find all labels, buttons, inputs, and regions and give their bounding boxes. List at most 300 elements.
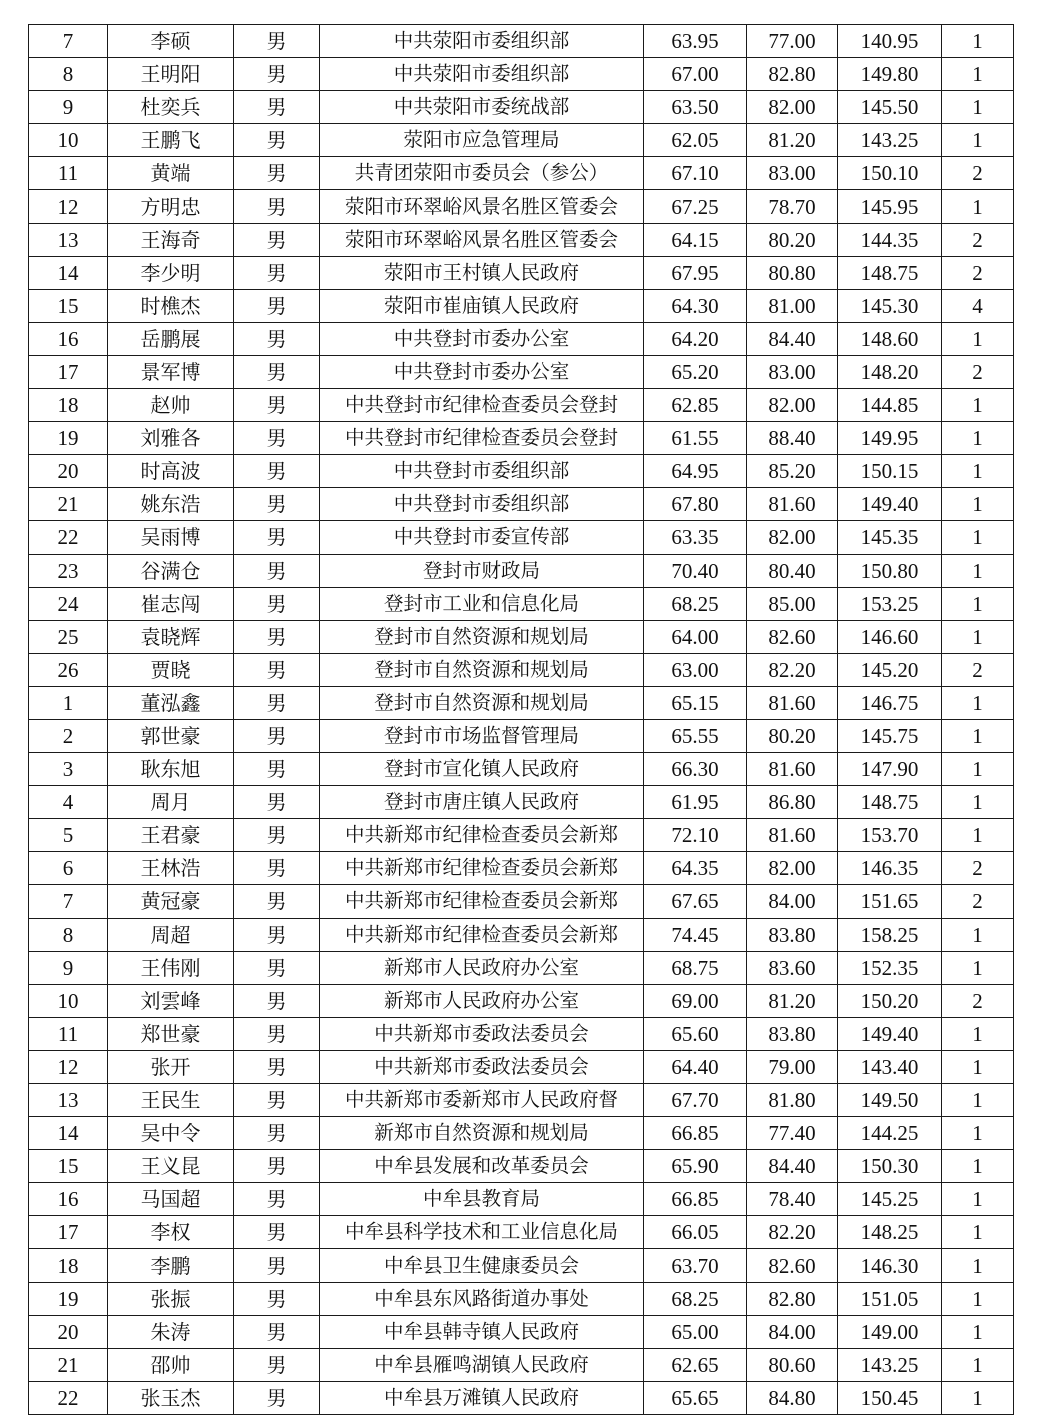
interview-score-cell: 83.00 <box>747 355 838 388</box>
employer-unit-cell: 登封市自然资源和规划局 <box>320 653 644 686</box>
rank-cell: 1 <box>942 554 1014 587</box>
serial-number-cell: 19 <box>29 422 108 455</box>
interview-score-cell: 81.20 <box>747 984 838 1017</box>
candidate-name-cell: 王义昆 <box>108 1150 234 1183</box>
gender-cell: 男 <box>234 58 320 91</box>
interview-score-cell: 85.00 <box>747 587 838 620</box>
candidate-name-cell: 王伟刚 <box>108 951 234 984</box>
rank-cell: 2 <box>942 223 1014 256</box>
written-score-cell: 66.85 <box>644 1117 747 1150</box>
table-row <box>29 951 1014 984</box>
candidate-name-cell: 郭世豪 <box>108 719 234 752</box>
written-score-cell: 65.00 <box>644 1315 747 1348</box>
gender-cell: 男 <box>234 124 320 157</box>
gender-cell: 男 <box>234 422 320 455</box>
serial-number-cell: 25 <box>29 620 108 653</box>
total-score-cell: 140.95 <box>838 25 942 58</box>
interview-score-cell: 83.00 <box>747 157 838 190</box>
rank-cell: 1 <box>942 1249 1014 1282</box>
total-score-cell: 147.90 <box>838 753 942 786</box>
candidate-name-cell: 王鹏飞 <box>108 124 234 157</box>
table-row <box>29 190 1014 223</box>
interview-score-cell: 80.60 <box>747 1348 838 1381</box>
table-row <box>29 1017 1014 1050</box>
gender-cell: 男 <box>234 355 320 388</box>
interview-score-cell: 84.00 <box>747 1315 838 1348</box>
written-score-cell: 65.15 <box>644 686 747 719</box>
candidate-name-cell: 王明阳 <box>108 58 234 91</box>
rank-cell: 2 <box>942 355 1014 388</box>
candidate-name-cell: 景军博 <box>108 355 234 388</box>
total-score-cell: 145.30 <box>838 289 942 322</box>
table-row <box>29 786 1014 819</box>
candidate-name-cell: 岳鹏展 <box>108 322 234 355</box>
table-row <box>29 521 1014 554</box>
interview-score-cell: 81.80 <box>747 1084 838 1117</box>
serial-number-cell: 22 <box>29 1381 108 1414</box>
employer-unit-cell: 荥阳市环翠峪风景名胜区管委会 <box>320 223 644 256</box>
results-sheet <box>28 24 1013 1415</box>
gender-cell: 男 <box>234 686 320 719</box>
table-row <box>29 355 1014 388</box>
total-score-cell: 149.40 <box>838 1017 942 1050</box>
employer-unit-cell: 荥阳市崔庙镇人民政府 <box>320 289 644 322</box>
interview-score-cell: 80.80 <box>747 256 838 289</box>
candidate-name-cell: 刘雲峰 <box>108 984 234 1017</box>
written-score-cell: 72.10 <box>644 819 747 852</box>
total-score-cell: 144.25 <box>838 1117 942 1150</box>
candidate-name-cell: 李少明 <box>108 256 234 289</box>
gender-cell: 男 <box>234 1150 320 1183</box>
candidate-name-cell: 邵帅 <box>108 1348 234 1381</box>
table-row <box>29 1084 1014 1117</box>
total-score-cell: 145.35 <box>838 521 942 554</box>
written-score-cell: 63.50 <box>644 91 747 124</box>
rank-cell: 1 <box>942 1117 1014 1150</box>
candidate-name-cell: 王民生 <box>108 1084 234 1117</box>
interview-score-cell: 86.80 <box>747 786 838 819</box>
rank-cell: 1 <box>942 25 1014 58</box>
interview-score-cell: 78.40 <box>747 1183 838 1216</box>
total-score-cell: 148.25 <box>838 1216 942 1249</box>
serial-number-cell: 1 <box>29 686 108 719</box>
gender-cell: 男 <box>234 852 320 885</box>
employer-unit-cell: 中共登封市委宣传部 <box>320 521 644 554</box>
total-score-cell: 145.25 <box>838 1183 942 1216</box>
total-score-cell: 144.85 <box>838 389 942 422</box>
table-row <box>29 58 1014 91</box>
table-row <box>29 653 1014 686</box>
table-row <box>29 25 1014 58</box>
total-score-cell: 149.95 <box>838 422 942 455</box>
rank-cell: 1 <box>942 389 1014 422</box>
total-score-cell: 149.80 <box>838 58 942 91</box>
candidate-name-cell: 郑世豪 <box>108 1017 234 1050</box>
serial-number-cell: 18 <box>29 1249 108 1282</box>
employer-unit-cell: 中共新郑市委新郑市人民政府督 <box>320 1084 644 1117</box>
total-score-cell: 145.75 <box>838 719 942 752</box>
candidate-name-cell: 王海奇 <box>108 223 234 256</box>
employer-unit-cell: 新郑市人民政府办公室 <box>320 951 644 984</box>
candidate-name-cell: 崔志闯 <box>108 587 234 620</box>
total-score-cell: 149.40 <box>838 488 942 521</box>
total-score-cell: 146.30 <box>838 1249 942 1282</box>
table-row <box>29 1117 1014 1150</box>
candidate-name-cell: 谷满仓 <box>108 554 234 587</box>
interview-score-cell: 84.40 <box>747 322 838 355</box>
total-score-cell: 148.20 <box>838 355 942 388</box>
rank-cell: 1 <box>942 455 1014 488</box>
gender-cell: 男 <box>234 653 320 686</box>
written-score-cell: 65.65 <box>644 1381 747 1414</box>
gender-cell: 男 <box>234 1315 320 1348</box>
serial-number-cell: 15 <box>29 1150 108 1183</box>
written-score-cell: 61.55 <box>644 422 747 455</box>
employer-unit-cell: 中共荥阳市委组织部 <box>320 58 644 91</box>
written-score-cell: 66.30 <box>644 753 747 786</box>
total-score-cell: 148.75 <box>838 786 942 819</box>
candidate-name-cell: 时樵杰 <box>108 289 234 322</box>
interview-score-cell: 81.60 <box>747 488 838 521</box>
gender-cell: 男 <box>234 389 320 422</box>
serial-number-cell: 17 <box>29 1216 108 1249</box>
rank-cell: 1 <box>942 488 1014 521</box>
candidate-name-cell: 李硕 <box>108 25 234 58</box>
candidate-name-cell: 朱涛 <box>108 1315 234 1348</box>
gender-cell: 男 <box>234 984 320 1017</box>
interview-score-cell: 78.70 <box>747 190 838 223</box>
total-score-cell: 151.65 <box>838 885 942 918</box>
serial-number-cell: 14 <box>29 256 108 289</box>
serial-number-cell: 20 <box>29 1315 108 1348</box>
interview-score-cell: 83.80 <box>747 1017 838 1050</box>
interview-score-cell: 82.20 <box>747 653 838 686</box>
table-row <box>29 223 1014 256</box>
written-score-cell: 62.65 <box>644 1348 747 1381</box>
table-row <box>29 422 1014 455</box>
gender-cell: 男 <box>234 587 320 620</box>
table-row <box>29 885 1014 918</box>
candidate-name-cell: 李鹏 <box>108 1249 234 1282</box>
written-score-cell: 67.95 <box>644 256 747 289</box>
written-score-cell: 70.40 <box>644 554 747 587</box>
total-score-cell: 146.60 <box>838 620 942 653</box>
rank-cell: 1 <box>942 1315 1014 1348</box>
rank-cell: 1 <box>942 1216 1014 1249</box>
rank-cell: 2 <box>942 852 1014 885</box>
total-score-cell: 143.40 <box>838 1050 942 1083</box>
total-score-cell: 152.35 <box>838 951 942 984</box>
results-table <box>28 24 1014 1415</box>
gender-cell: 男 <box>234 819 320 852</box>
candidate-name-cell: 耿东旭 <box>108 753 234 786</box>
interview-score-cell: 83.60 <box>747 951 838 984</box>
serial-number-cell: 3 <box>29 753 108 786</box>
table-row <box>29 1282 1014 1315</box>
gender-cell: 男 <box>234 1017 320 1050</box>
written-score-cell: 64.20 <box>644 322 747 355</box>
employer-unit-cell: 登封市自然资源和规划局 <box>320 686 644 719</box>
serial-number-cell: 12 <box>29 1050 108 1083</box>
gender-cell: 男 <box>234 91 320 124</box>
interview-score-cell: 82.00 <box>747 521 838 554</box>
serial-number-cell: 14 <box>29 1117 108 1150</box>
table-row <box>29 554 1014 587</box>
candidate-name-cell: 刘雅各 <box>108 422 234 455</box>
rank-cell: 2 <box>942 157 1014 190</box>
interview-score-cell: 81.60 <box>747 819 838 852</box>
total-score-cell: 145.50 <box>838 91 942 124</box>
gender-cell: 男 <box>234 719 320 752</box>
interview-score-cell: 81.20 <box>747 124 838 157</box>
employer-unit-cell: 中共登封市委办公室 <box>320 355 644 388</box>
total-score-cell: 150.80 <box>838 554 942 587</box>
table-row <box>29 389 1014 422</box>
gender-cell: 男 <box>234 951 320 984</box>
total-score-cell: 145.95 <box>838 190 942 223</box>
gender-cell: 男 <box>234 753 320 786</box>
rank-cell: 2 <box>942 653 1014 686</box>
written-score-cell: 66.85 <box>644 1183 747 1216</box>
interview-score-cell: 82.80 <box>747 58 838 91</box>
table-row <box>29 1249 1014 1282</box>
employer-unit-cell: 登封市工业和信息化局 <box>320 587 644 620</box>
rank-cell: 1 <box>942 1084 1014 1117</box>
total-score-cell: 148.60 <box>838 322 942 355</box>
total-score-cell: 143.25 <box>838 1348 942 1381</box>
employer-unit-cell: 中牟县雁鸣湖镇人民政府 <box>320 1348 644 1381</box>
employer-unit-cell: 中共登封市委组织部 <box>320 488 644 521</box>
serial-number-cell: 11 <box>29 157 108 190</box>
total-score-cell: 146.75 <box>838 686 942 719</box>
written-score-cell: 63.00 <box>644 653 747 686</box>
interview-score-cell: 80.40 <box>747 554 838 587</box>
interview-score-cell: 82.20 <box>747 1216 838 1249</box>
total-score-cell: 150.45 <box>838 1381 942 1414</box>
rank-cell: 1 <box>942 753 1014 786</box>
interview-score-cell: 77.40 <box>747 1117 838 1150</box>
rank-cell: 1 <box>942 786 1014 819</box>
employer-unit-cell: 中共新郑市委政法委员会 <box>320 1050 644 1083</box>
employer-unit-cell: 中牟县发展和改革委员会 <box>320 1150 644 1183</box>
table-row <box>29 587 1014 620</box>
table-row <box>29 1150 1014 1183</box>
interview-score-cell: 84.40 <box>747 1150 838 1183</box>
serial-number-cell: 12 <box>29 190 108 223</box>
employer-unit-cell: 中共荥阳市委统战部 <box>320 91 644 124</box>
total-score-cell: 150.20 <box>838 984 942 1017</box>
table-row <box>29 719 1014 752</box>
gender-cell: 男 <box>234 1183 320 1216</box>
interview-score-cell: 84.00 <box>747 885 838 918</box>
written-score-cell: 64.95 <box>644 455 747 488</box>
employer-unit-cell: 中牟县科学技术和工业信息化局 <box>320 1216 644 1249</box>
rank-cell: 1 <box>942 1050 1014 1083</box>
serial-number-cell: 11 <box>29 1017 108 1050</box>
interview-score-cell: 82.00 <box>747 852 838 885</box>
employer-unit-cell: 新郑市人民政府办公室 <box>320 984 644 1017</box>
table-row <box>29 289 1014 322</box>
serial-number-cell: 7 <box>29 885 108 918</box>
written-score-cell: 67.80 <box>644 488 747 521</box>
serial-number-cell: 13 <box>29 1084 108 1117</box>
employer-unit-cell: 中牟县卫生健康委员会 <box>320 1249 644 1282</box>
written-score-cell: 63.70 <box>644 1249 747 1282</box>
employer-unit-cell: 中共新郑市纪律检查委员会新郑 <box>320 885 644 918</box>
employer-unit-cell: 登封市唐庄镇人民政府 <box>320 786 644 819</box>
written-score-cell: 63.95 <box>644 25 747 58</box>
total-score-cell: 153.25 <box>838 587 942 620</box>
candidate-name-cell: 赵帅 <box>108 389 234 422</box>
table-row <box>29 157 1014 190</box>
gender-cell: 男 <box>234 289 320 322</box>
table-row <box>29 1050 1014 1083</box>
employer-unit-cell: 登封市自然资源和规划局 <box>320 620 644 653</box>
candidate-name-cell: 周月 <box>108 786 234 819</box>
written-score-cell: 65.60 <box>644 1017 747 1050</box>
rank-cell: 1 <box>942 422 1014 455</box>
table-row <box>29 1216 1014 1249</box>
candidate-name-cell: 李权 <box>108 1216 234 1249</box>
serial-number-cell: 18 <box>29 389 108 422</box>
rank-cell: 2 <box>942 885 1014 918</box>
gender-cell: 男 <box>234 786 320 819</box>
serial-number-cell: 2 <box>29 719 108 752</box>
table-row <box>29 256 1014 289</box>
gender-cell: 男 <box>234 1084 320 1117</box>
interview-score-cell: 84.80 <box>747 1381 838 1414</box>
serial-number-cell: 10 <box>29 984 108 1017</box>
gender-cell: 男 <box>234 1117 320 1150</box>
candidate-name-cell: 张振 <box>108 1282 234 1315</box>
gender-cell: 男 <box>234 157 320 190</box>
table-row <box>29 91 1014 124</box>
candidate-name-cell: 王君豪 <box>108 819 234 852</box>
rank-cell: 1 <box>942 1282 1014 1315</box>
employer-unit-cell: 中牟县万滩镇人民政府 <box>320 1381 644 1414</box>
employer-unit-cell: 中共登封市委组织部 <box>320 455 644 488</box>
rank-cell: 1 <box>942 1348 1014 1381</box>
rank-cell: 1 <box>942 91 1014 124</box>
employer-unit-cell: 中牟县韩寺镇人民政府 <box>320 1315 644 1348</box>
total-score-cell: 150.15 <box>838 455 942 488</box>
serial-number-cell: 9 <box>29 951 108 984</box>
candidate-name-cell: 时高波 <box>108 455 234 488</box>
rank-cell: 1 <box>942 322 1014 355</box>
candidate-name-cell: 张开 <box>108 1050 234 1083</box>
employer-unit-cell: 中共新郑市纪律检查委员会新郑 <box>320 852 644 885</box>
interview-score-cell: 77.00 <box>747 25 838 58</box>
serial-number-cell: 7 <box>29 25 108 58</box>
total-score-cell: 153.70 <box>838 819 942 852</box>
total-score-cell: 150.10 <box>838 157 942 190</box>
total-score-cell: 145.20 <box>838 653 942 686</box>
serial-number-cell: 24 <box>29 587 108 620</box>
table-row <box>29 1348 1014 1381</box>
serial-number-cell: 22 <box>29 521 108 554</box>
table-row <box>29 819 1014 852</box>
interview-score-cell: 82.60 <box>747 1249 838 1282</box>
written-score-cell: 64.30 <box>644 289 747 322</box>
total-score-cell: 148.75 <box>838 256 942 289</box>
gender-cell: 男 <box>234 256 320 289</box>
serial-number-cell: 4 <box>29 786 108 819</box>
candidate-name-cell: 贾晓 <box>108 653 234 686</box>
gender-cell: 男 <box>234 554 320 587</box>
rank-cell: 1 <box>942 587 1014 620</box>
serial-number-cell: 26 <box>29 653 108 686</box>
serial-number-cell: 20 <box>29 455 108 488</box>
total-score-cell: 144.35 <box>838 223 942 256</box>
table-row <box>29 488 1014 521</box>
table-row <box>29 918 1014 951</box>
table-row <box>29 620 1014 653</box>
serial-number-cell: 9 <box>29 91 108 124</box>
interview-score-cell: 81.60 <box>747 753 838 786</box>
table-row <box>29 322 1014 355</box>
employer-unit-cell: 中共登封市委办公室 <box>320 322 644 355</box>
candidate-name-cell: 黄端 <box>108 157 234 190</box>
written-score-cell: 64.00 <box>644 620 747 653</box>
interview-score-cell: 83.80 <box>747 918 838 951</box>
written-score-cell: 67.70 <box>644 1084 747 1117</box>
rank-cell: 4 <box>942 289 1014 322</box>
written-score-cell: 62.05 <box>644 124 747 157</box>
interview-score-cell: 81.00 <box>747 289 838 322</box>
written-score-cell: 69.00 <box>644 984 747 1017</box>
employer-unit-cell: 中共新郑市纪律检查委员会新郑 <box>320 918 644 951</box>
rank-cell: 1 <box>942 719 1014 752</box>
total-score-cell: 149.50 <box>838 1084 942 1117</box>
serial-number-cell: 16 <box>29 322 108 355</box>
written-score-cell: 68.75 <box>644 951 747 984</box>
rank-cell: 2 <box>942 256 1014 289</box>
interview-score-cell: 82.60 <box>747 620 838 653</box>
candidate-name-cell: 姚东浩 <box>108 488 234 521</box>
results-table-body <box>29 25 1014 1415</box>
employer-unit-cell: 登封市财政局 <box>320 554 644 587</box>
employer-unit-cell: 中共荥阳市委组织部 <box>320 25 644 58</box>
interview-score-cell: 82.00 <box>747 389 838 422</box>
employer-unit-cell: 荥阳市应急管理局 <box>320 124 644 157</box>
interview-score-cell: 79.00 <box>747 1050 838 1083</box>
written-score-cell: 67.10 <box>644 157 747 190</box>
rank-cell: 1 <box>942 521 1014 554</box>
interview-score-cell: 80.20 <box>747 223 838 256</box>
candidate-name-cell: 董泓鑫 <box>108 686 234 719</box>
serial-number-cell: 21 <box>29 488 108 521</box>
rank-cell: 1 <box>942 124 1014 157</box>
candidate-name-cell: 王林浩 <box>108 852 234 885</box>
gender-cell: 男 <box>234 885 320 918</box>
rank-cell: 1 <box>942 918 1014 951</box>
rank-cell: 1 <box>942 1381 1014 1414</box>
rank-cell: 1 <box>942 951 1014 984</box>
serial-number-cell: 21 <box>29 1348 108 1381</box>
gender-cell: 男 <box>234 1282 320 1315</box>
interview-score-cell: 82.80 <box>747 1282 838 1315</box>
table-row <box>29 124 1014 157</box>
candidate-name-cell: 杜奕兵 <box>108 91 234 124</box>
serial-number-cell: 5 <box>29 819 108 852</box>
employer-unit-cell: 中牟县教育局 <box>320 1183 644 1216</box>
serial-number-cell: 13 <box>29 223 108 256</box>
employer-unit-cell: 中共登封市纪律检查委员会登封 <box>320 389 644 422</box>
interview-score-cell: 85.20 <box>747 455 838 488</box>
written-score-cell: 64.15 <box>644 223 747 256</box>
serial-number-cell: 19 <box>29 1282 108 1315</box>
written-score-cell: 62.85 <box>644 389 747 422</box>
